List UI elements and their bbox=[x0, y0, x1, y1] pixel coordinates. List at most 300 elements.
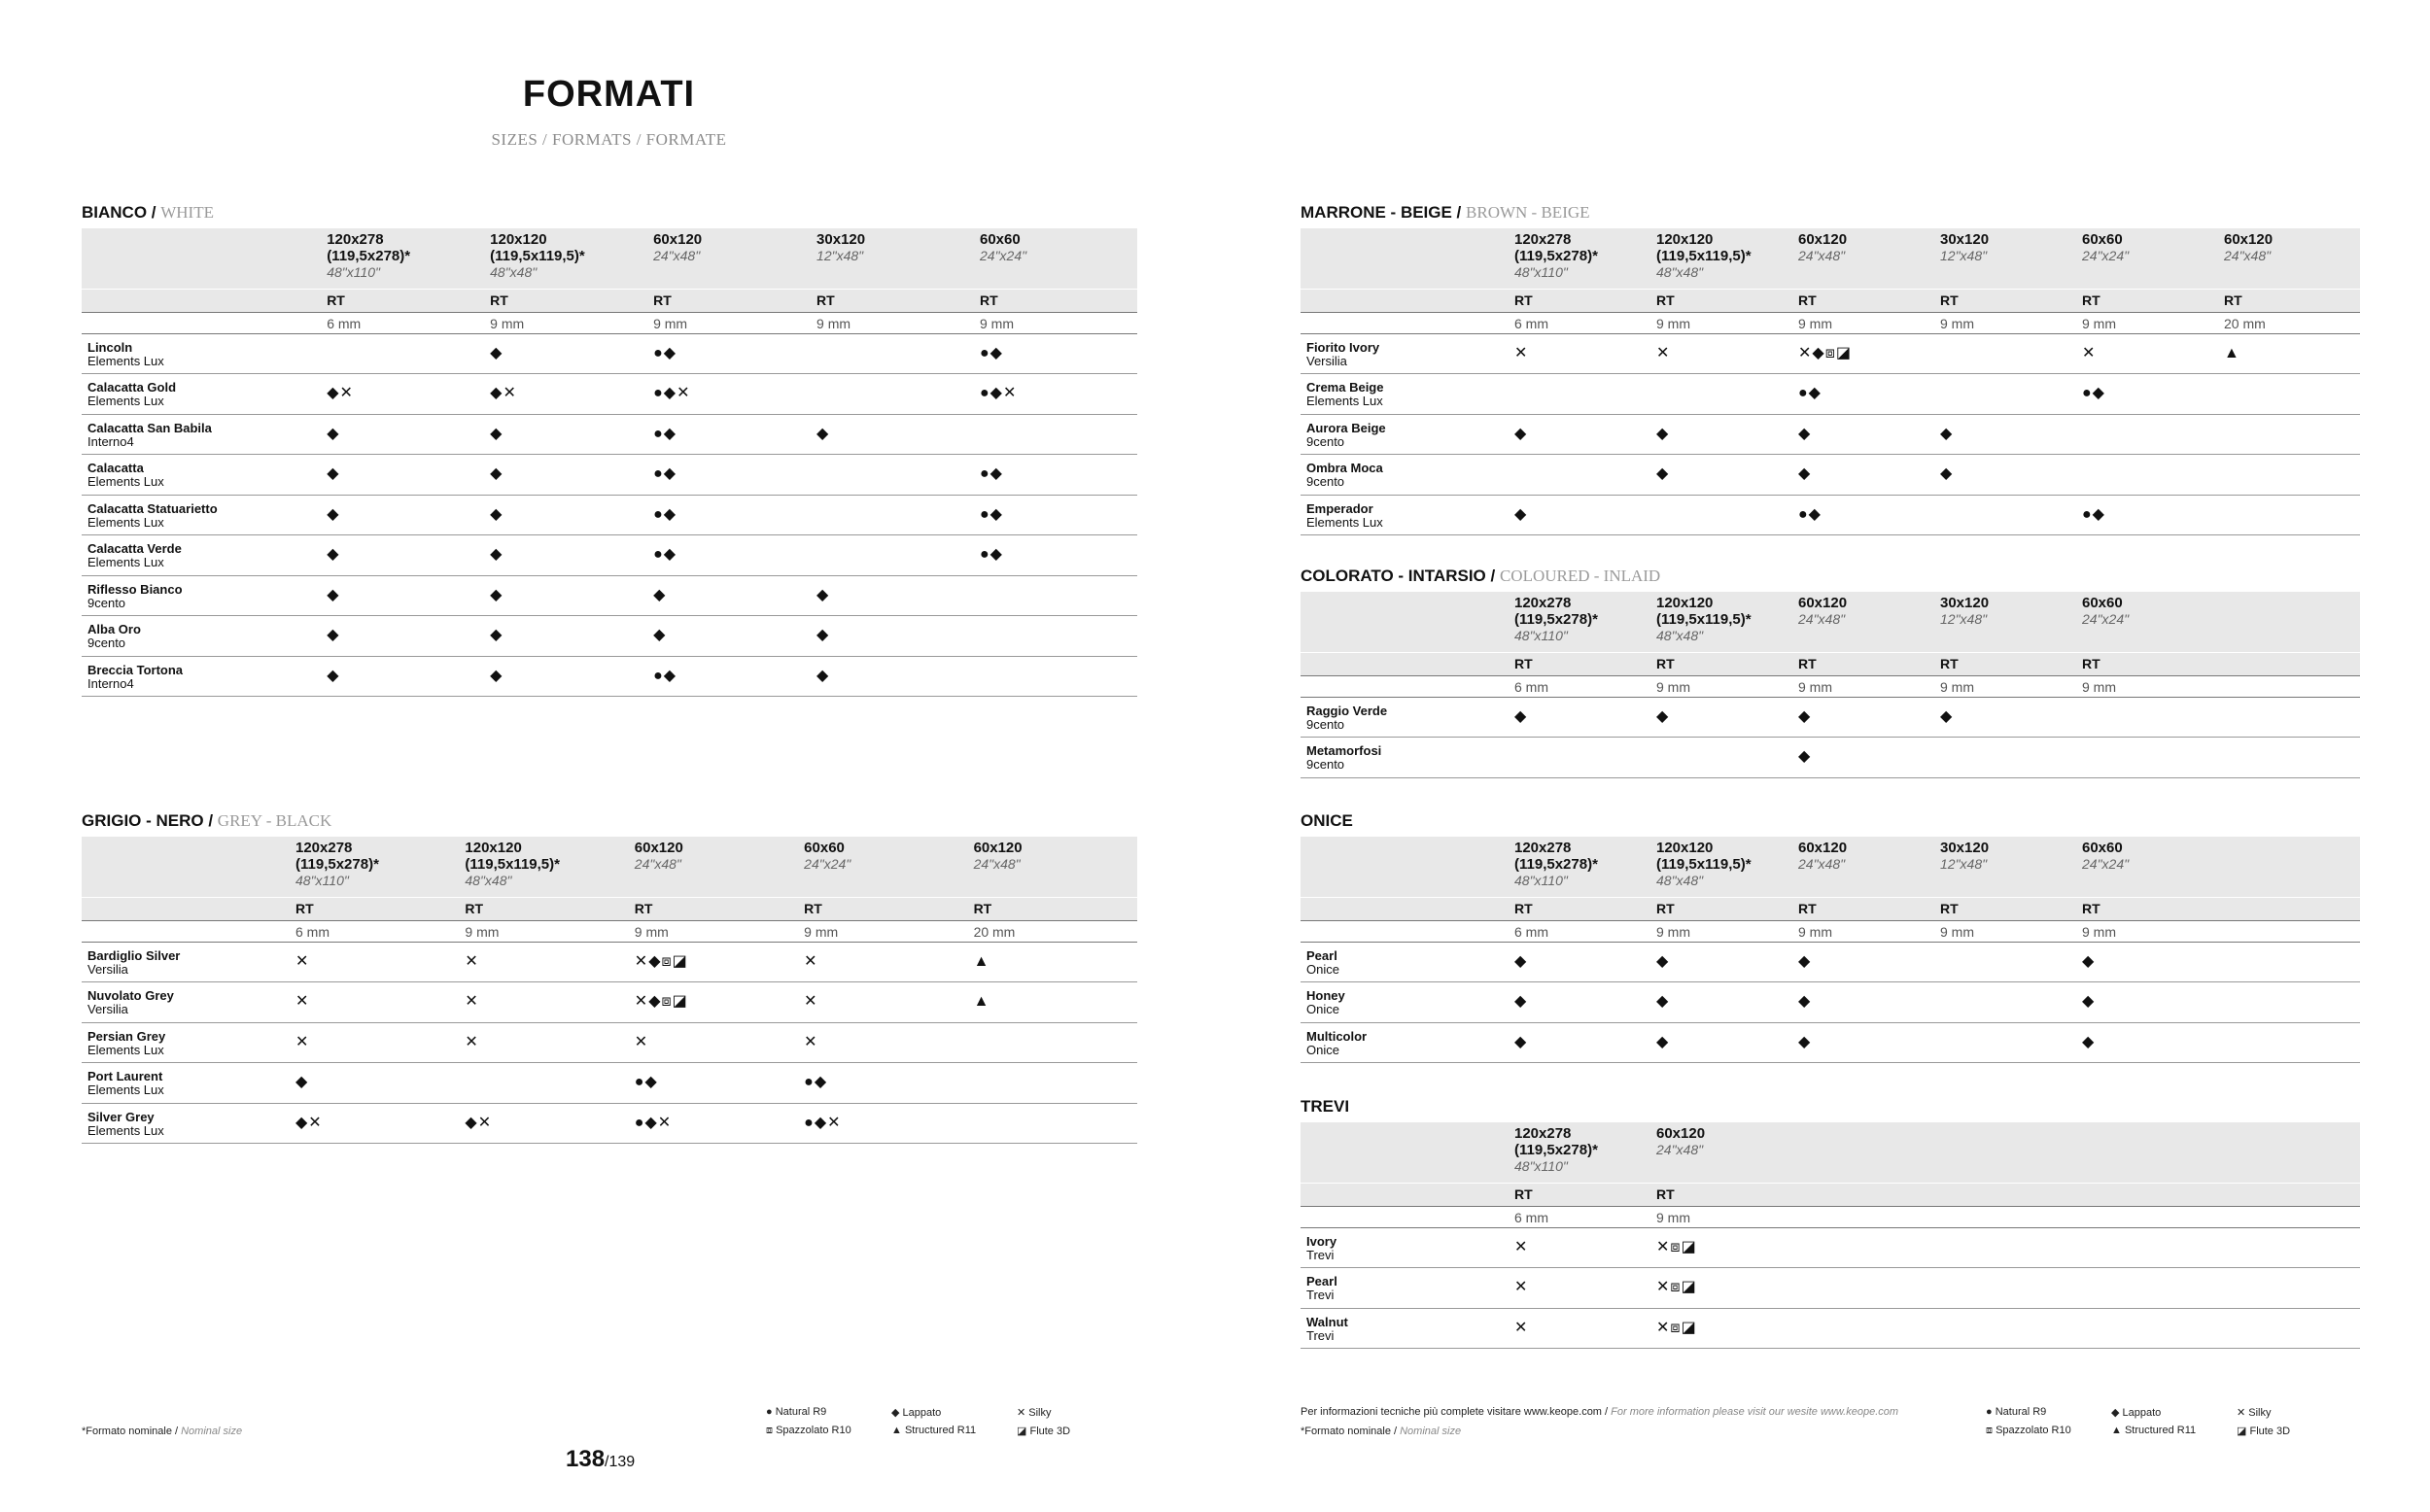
finish-cell: ◆ bbox=[647, 575, 811, 616]
header-size-cell bbox=[1792, 1122, 1934, 1183]
finish-cell: ◆ bbox=[321, 616, 484, 657]
finish-cell: ◆ bbox=[1792, 1022, 1934, 1063]
header-rt-row bbox=[1301, 652, 2360, 675]
table-row bbox=[82, 455, 1137, 496]
product-name: Port Laurent bbox=[87, 1069, 163, 1083]
table-row bbox=[1301, 414, 2360, 455]
footer-note-it-right: *Formato nominale / bbox=[1301, 1426, 1398, 1437]
header-rt-cell: RT bbox=[2076, 897, 2218, 920]
header-empty-cell bbox=[1301, 1206, 1509, 1227]
header-size-cell bbox=[321, 228, 484, 289]
header-size-row bbox=[1301, 592, 2360, 652]
table-row bbox=[1301, 495, 2360, 535]
header-rt-cell: RT bbox=[629, 897, 798, 920]
header-empty-cell bbox=[1301, 1183, 1509, 1206]
section-title bbox=[1301, 811, 2356, 837]
legend-symbol-icon: ● bbox=[766, 1406, 773, 1418]
product-collection: Versilia bbox=[87, 961, 128, 977]
finish-cell: ◆ bbox=[1509, 697, 1650, 738]
finish-cell: ●◆ bbox=[2076, 374, 2218, 415]
header-empty-cell bbox=[82, 289, 321, 312]
header-rt-cell: RT bbox=[1792, 897, 1934, 920]
product-cell bbox=[1301, 1268, 1509, 1309]
finish-cell: ◆ bbox=[1934, 455, 2076, 496]
finish-cell bbox=[1792, 1308, 1934, 1349]
header-size-cell bbox=[1934, 592, 2076, 652]
format-inches: 24"x48" bbox=[1798, 248, 1846, 263]
format-size: 60x120 bbox=[653, 231, 703, 248]
product-collection: 9cento bbox=[87, 636, 126, 650]
finish-cell: ◆ bbox=[321, 535, 484, 576]
finish-cell: ●◆✕ bbox=[798, 1103, 967, 1144]
header-size-cell bbox=[2076, 1122, 2218, 1183]
legend-item bbox=[2237, 1406, 2272, 1419]
finish-cell: ✕ bbox=[290, 1022, 459, 1063]
table-row bbox=[82, 495, 1137, 535]
legend-item bbox=[1017, 1406, 1052, 1419]
header-size-cell bbox=[1650, 228, 1792, 289]
header-rt-cell: RT bbox=[1650, 289, 1792, 312]
product-name: Bardiglio Silver bbox=[87, 947, 181, 963]
finish-cell: ●◆ bbox=[647, 495, 811, 535]
header-thickness-cell: 9 mm bbox=[1792, 675, 1934, 697]
format-size-nominal: (119,5x119,5)* bbox=[490, 248, 585, 264]
finish-cell: ◆ bbox=[811, 575, 974, 616]
header-thickness-cell: 6 mm bbox=[1509, 920, 1650, 942]
header-thickness-cell: 20 mm bbox=[968, 920, 1137, 942]
finish-cell: ◆ bbox=[321, 495, 484, 535]
product-cell bbox=[82, 575, 321, 616]
header-rt-cell: RT bbox=[484, 289, 647, 312]
header-empty-cell bbox=[82, 897, 290, 920]
format-size-nominal: (119,5x119,5)* bbox=[1656, 248, 1752, 264]
header-thickness-cell bbox=[2218, 920, 2360, 942]
product-collection: Onice bbox=[1306, 1002, 1339, 1016]
finish-cell: ◆✕ bbox=[459, 1103, 628, 1144]
product-name: Alba Oro bbox=[87, 622, 141, 636]
finish-cell: ●◆ bbox=[1792, 374, 1934, 415]
page-subtitle: SIZES / FORMATS / FORMATE bbox=[491, 130, 727, 149]
product-name: Honey bbox=[1306, 988, 1345, 1003]
legend-label: Lappato bbox=[2122, 1407, 2162, 1419]
format-inches: 24"x24" bbox=[2082, 856, 2130, 872]
legend-item bbox=[1986, 1425, 2071, 1437]
header-size-cell bbox=[974, 228, 1137, 289]
legend-symbol-icon: ◪ bbox=[2237, 1426, 2247, 1437]
format-size: 30x120 bbox=[1940, 231, 1990, 248]
format-inches: 48"x110" bbox=[1514, 873, 1568, 888]
header-thickness-cell: 9 mm bbox=[629, 920, 798, 942]
finish-cell: ●◆ bbox=[647, 333, 811, 374]
product-cell bbox=[82, 982, 290, 1023]
finish-cell: ◆ bbox=[1792, 697, 1934, 738]
finish-cell bbox=[2076, 697, 2218, 738]
finish-cell: ◆ bbox=[290, 1063, 459, 1104]
format-inches: 12"x48" bbox=[1940, 248, 1988, 263]
size-table bbox=[1301, 837, 2360, 1063]
legend-label: Natural R9 bbox=[1995, 1406, 2047, 1418]
product-cell bbox=[1301, 1022, 1509, 1063]
format-inches: 48"x110" bbox=[295, 873, 349, 888]
finish-cell: ◆ bbox=[1509, 414, 1650, 455]
finish-cell: ✕⧈◪ bbox=[1650, 1227, 1792, 1268]
header-size-cell bbox=[484, 228, 647, 289]
product-name: Pearl bbox=[1306, 947, 1337, 963]
finish-cell: ✕ bbox=[459, 1022, 628, 1063]
footer-info-right bbox=[1301, 1406, 1898, 1418]
legend-left bbox=[766, 1406, 1087, 1445]
size-table bbox=[1301, 592, 2360, 778]
table-row bbox=[82, 333, 1137, 374]
header-empty-cell bbox=[82, 920, 290, 942]
table-row bbox=[82, 656, 1137, 697]
format-size: 60x120 bbox=[1798, 231, 1848, 248]
header-empty-cell bbox=[82, 228, 321, 289]
finish-cell bbox=[1934, 374, 2076, 415]
section-title-sub: COLOURED - INLAID bbox=[1499, 567, 1661, 585]
table-row bbox=[1301, 1022, 2360, 1063]
finish-cell bbox=[811, 333, 974, 374]
header-rt-cell: RT bbox=[1509, 652, 1650, 675]
finish-cell: ✕ bbox=[1509, 1227, 1650, 1268]
header-thickness-row bbox=[1301, 675, 2360, 697]
finish-cell: ◆ bbox=[1792, 738, 1934, 778]
finish-cell bbox=[968, 1063, 1137, 1104]
finish-cell: ◆ bbox=[1934, 697, 2076, 738]
finish-cell bbox=[321, 333, 484, 374]
section-title bbox=[1301, 1097, 2356, 1122]
finish-cell bbox=[2076, 1308, 2218, 1349]
finish-cell bbox=[968, 1103, 1137, 1144]
product-cell bbox=[82, 942, 290, 982]
table-row bbox=[82, 1063, 1137, 1104]
finish-cell bbox=[1934, 1308, 2076, 1349]
legend-right bbox=[1986, 1406, 2307, 1445]
product-cell bbox=[1301, 374, 1509, 415]
finish-cell: ◆ bbox=[321, 575, 484, 616]
finish-cell: ◆ bbox=[484, 535, 647, 576]
format-size-nominal: (119,5x278)* bbox=[1514, 248, 1598, 264]
product-name: Raggio Verde bbox=[1306, 703, 1388, 718]
table-row bbox=[82, 942, 1137, 982]
footer-note-en-right: Nominal size bbox=[1400, 1426, 1462, 1437]
format-inches: 48"x48" bbox=[1656, 628, 1704, 643]
format-size: 120x278 bbox=[327, 231, 384, 248]
product-collection: Elements Lux bbox=[87, 514, 164, 530]
section-title-sub: BROWN - BEIGE bbox=[1466, 203, 1590, 222]
header-empty-cell bbox=[1301, 897, 1509, 920]
section-title-main: ONICE bbox=[1301, 811, 1353, 830]
header-thickness-cell: 9 mm bbox=[1650, 1206, 1792, 1227]
header-rt-cell bbox=[2218, 897, 2360, 920]
section-trevi bbox=[1301, 1097, 2356, 1349]
footer-note-en: Nominal size bbox=[181, 1426, 243, 1437]
header-size-cell bbox=[1509, 1122, 1650, 1183]
product-cell bbox=[82, 1063, 290, 1104]
finish-cell: ◆ bbox=[1650, 1022, 1792, 1063]
header-size-cell bbox=[1934, 1122, 2076, 1183]
header-size-row bbox=[1301, 1122, 2360, 1183]
legend-label: Structured R11 bbox=[904, 1425, 977, 1436]
format-size: 120x278 bbox=[295, 840, 353, 856]
finish-cell: ◆ bbox=[1650, 942, 1792, 982]
section-title-sub: WHITE bbox=[160, 203, 214, 222]
header-size-cell bbox=[968, 837, 1137, 897]
legend-label: Lappato bbox=[902, 1407, 942, 1419]
product-cell bbox=[82, 656, 321, 697]
product-collection: Elements Lux bbox=[87, 353, 164, 368]
product-cell bbox=[82, 374, 321, 415]
table-row bbox=[1301, 982, 2360, 1023]
finish-cell bbox=[2218, 1022, 2360, 1063]
product-name: Ombra Moca bbox=[1306, 461, 1383, 475]
header-rt-row bbox=[82, 897, 1137, 920]
section-bianco bbox=[82, 203, 1137, 697]
finish-cell bbox=[1650, 374, 1792, 415]
format-inches: 12"x48" bbox=[1940, 611, 1988, 627]
finish-cell bbox=[2218, 374, 2360, 415]
legend-item bbox=[891, 1425, 976, 1436]
finish-cell bbox=[1509, 455, 1650, 496]
header-thickness-cell: 6 mm bbox=[321, 312, 484, 333]
table-row bbox=[1301, 374, 2360, 415]
finish-cell bbox=[2076, 1268, 2218, 1309]
product-collection: Elements Lux bbox=[1306, 394, 1383, 408]
finish-cell bbox=[1650, 495, 1792, 535]
table-row bbox=[82, 616, 1137, 657]
format-inches: 24"x24" bbox=[2082, 611, 2130, 627]
finish-cell: ◆✕ bbox=[321, 374, 484, 415]
finish-cell: ✕⧈◪ bbox=[1650, 1268, 1792, 1309]
product-cell bbox=[82, 495, 321, 535]
finish-cell: ●◆ bbox=[974, 495, 1137, 535]
format-inches: 24"x24" bbox=[980, 248, 1027, 263]
finish-cell: ◆ bbox=[1650, 414, 1792, 455]
header-size-cell bbox=[1934, 228, 2076, 289]
table-row bbox=[82, 414, 1137, 455]
page-title: FORMATI bbox=[522, 74, 696, 115]
legend-symbol-icon: ◆ bbox=[2111, 1407, 2120, 1419]
header-empty-cell bbox=[82, 837, 290, 897]
header-size-cell bbox=[2218, 1122, 2360, 1183]
page-number-total: /139 bbox=[605, 1454, 636, 1470]
header-size-cell bbox=[2076, 592, 2218, 652]
table-row bbox=[82, 374, 1137, 415]
header-size-row bbox=[1301, 228, 2360, 289]
header-empty-cell bbox=[1301, 652, 1509, 675]
header-thickness-row bbox=[82, 920, 1137, 942]
product-cell bbox=[1301, 942, 1509, 982]
product-cell bbox=[1301, 738, 1509, 778]
product-collection: Onice bbox=[1306, 961, 1339, 977]
header-size-cell bbox=[1934, 837, 2076, 897]
finish-cell bbox=[2218, 495, 2360, 535]
product-name: Ivory bbox=[1306, 1233, 1337, 1249]
format-inches: 48"x110" bbox=[327, 264, 381, 280]
table-row bbox=[1301, 1268, 2360, 1309]
product-name: Calacatta Gold bbox=[87, 380, 177, 395]
header-thickness-cell: 9 mm bbox=[1792, 312, 1934, 333]
finish-cell: ◆ bbox=[1509, 1022, 1650, 1063]
finish-cell: ✕ bbox=[798, 1022, 967, 1063]
format-size: 60x60 bbox=[2082, 231, 2123, 248]
finish-cell: ◆ bbox=[1509, 495, 1650, 535]
finish-cell: ✕◆⧈◪ bbox=[629, 942, 798, 982]
legend-label: Spazzolato R10 bbox=[1996, 1425, 2071, 1436]
finish-cell: ✕ bbox=[290, 942, 459, 982]
finish-cell: ✕ bbox=[1509, 1268, 1650, 1309]
header-size-cell bbox=[2218, 837, 2360, 897]
format-inches: 24"x48" bbox=[1656, 1142, 1704, 1157]
legend-label: Silky bbox=[1028, 1407, 1052, 1419]
format-inches: 48"x48" bbox=[1656, 873, 1704, 888]
legend-symbol-icon: ▲ bbox=[2111, 1425, 2122, 1436]
table-row bbox=[1301, 1308, 2360, 1349]
product-collection: Elements Lux bbox=[87, 1122, 164, 1138]
finish-cell: ●◆ bbox=[974, 333, 1137, 374]
format-inches: 48"x48" bbox=[1656, 264, 1704, 280]
finish-cell: ◆ bbox=[1792, 982, 1934, 1023]
header-size-row bbox=[1301, 837, 2360, 897]
finish-cell: ◆ bbox=[811, 616, 974, 657]
product-cell bbox=[82, 616, 321, 657]
legend-symbol-icon: ✕ bbox=[1017, 1407, 1026, 1419]
product-collection: Interno4 bbox=[87, 433, 134, 449]
legend-item bbox=[1986, 1406, 2046, 1418]
product-collection: 9cento bbox=[1306, 433, 1345, 449]
header-size-cell bbox=[1792, 592, 1934, 652]
finish-cell bbox=[2218, 697, 2360, 738]
product-cell bbox=[1301, 1308, 1509, 1349]
header-size-cell bbox=[2218, 228, 2360, 289]
finish-cell: ◆ bbox=[2076, 942, 2218, 982]
product-collection: Elements Lux bbox=[87, 394, 164, 408]
finish-cell bbox=[1934, 1268, 2076, 1309]
header-thickness-cell: 20 mm bbox=[2218, 312, 2360, 333]
header-rt-cell: RT bbox=[459, 897, 628, 920]
product-name: Aurora Beige bbox=[1306, 420, 1386, 435]
header-thickness-cell: 6 mm bbox=[1509, 675, 1650, 697]
table-row bbox=[82, 575, 1137, 616]
product-cell bbox=[1301, 414, 1509, 455]
finish-cell bbox=[2076, 414, 2218, 455]
legend-symbol-icon: ▲ bbox=[891, 1425, 902, 1436]
format-size-nominal: (119,5x278)* bbox=[295, 856, 379, 873]
format-size-nominal: (119,5x119,5)* bbox=[465, 856, 560, 873]
format-size: 60x60 bbox=[804, 840, 845, 856]
header-rt-cell: RT bbox=[1934, 289, 2076, 312]
finish-cell: ▲ bbox=[2218, 333, 2360, 374]
legend-item bbox=[2237, 1425, 2290, 1437]
product-cell bbox=[82, 535, 321, 576]
finish-cell bbox=[2218, 1227, 2360, 1268]
product-cell bbox=[82, 333, 321, 374]
finish-cell: ●◆ bbox=[647, 535, 811, 576]
product-cell bbox=[1301, 697, 1509, 738]
header-size-cell bbox=[811, 228, 974, 289]
format-size: 120x278 bbox=[1514, 595, 1572, 611]
header-thickness-cell: 9 mm bbox=[974, 312, 1137, 333]
product-cell bbox=[1301, 333, 1509, 374]
header-thickness-cell: 9 mm bbox=[811, 312, 974, 333]
product-collection: 9cento bbox=[1306, 716, 1345, 732]
finish-cell: ◆ bbox=[484, 414, 647, 455]
format-size: 120x278 bbox=[1514, 840, 1572, 856]
header-size-cell bbox=[2076, 837, 2218, 897]
header-rt-cell: RT bbox=[1509, 897, 1650, 920]
finish-cell: ◆ bbox=[321, 455, 484, 496]
product-cell bbox=[82, 455, 321, 496]
header-rt-cell: RT bbox=[798, 897, 967, 920]
header-thickness-cell: 6 mm bbox=[290, 920, 459, 942]
product-name: Persian Grey bbox=[87, 1028, 166, 1044]
header-size-cell bbox=[1650, 592, 1792, 652]
header-empty-cell bbox=[1301, 228, 1509, 289]
finish-cell: ✕ bbox=[459, 982, 628, 1023]
product-collection: Elements Lux bbox=[87, 1042, 164, 1057]
product-name: Emperador bbox=[1306, 500, 1373, 516]
legend-symbol-icon: ◆ bbox=[891, 1407, 900, 1419]
finish-cell bbox=[1934, 495, 2076, 535]
product-collection: 9cento bbox=[1306, 474, 1345, 489]
footer-note-left bbox=[82, 1426, 242, 1437]
finish-cell bbox=[974, 414, 1137, 455]
footer-note-right bbox=[1301, 1426, 1461, 1437]
product-name: Calacatta San Babila bbox=[87, 420, 212, 435]
format-inches: 12"x48" bbox=[816, 248, 864, 263]
finish-cell bbox=[1792, 1268, 1934, 1309]
finish-cell bbox=[1934, 1227, 2076, 1268]
product-cell bbox=[1301, 982, 1509, 1023]
format-size-nominal: (119,5x278)* bbox=[1514, 1142, 1598, 1158]
finish-cell bbox=[459, 1063, 628, 1104]
header-rt-row bbox=[1301, 897, 2360, 920]
finish-cell: ◆✕ bbox=[290, 1103, 459, 1144]
product-name: Lincoln bbox=[87, 339, 133, 355]
header-rt-cell: RT bbox=[321, 289, 484, 312]
table-row bbox=[1301, 697, 2360, 738]
finish-cell bbox=[811, 374, 974, 415]
finish-cell: ●◆ bbox=[647, 656, 811, 697]
header-rt-cell: RT bbox=[1509, 1183, 1650, 1206]
header-thickness-cell: 9 mm bbox=[2076, 312, 2218, 333]
header-size-cell bbox=[1792, 228, 1934, 289]
section-title bbox=[82, 811, 1137, 837]
product-name: Calacatta Verde bbox=[87, 541, 182, 556]
section-title-main: MARRONE - BEIGE / bbox=[1301, 203, 1462, 222]
finish-cell: ◆ bbox=[484, 333, 647, 374]
finish-cell: ●◆✕ bbox=[974, 374, 1137, 415]
header-rt-cell bbox=[1934, 1183, 2076, 1206]
finish-cell: ✕ bbox=[290, 982, 459, 1023]
finish-cell bbox=[1650, 738, 1792, 778]
finish-cell: ◆ bbox=[321, 656, 484, 697]
product-name: Riflesso Bianco bbox=[87, 581, 183, 597]
product-name: Crema Beige bbox=[1306, 380, 1384, 395]
product-cell bbox=[82, 414, 321, 455]
header-rt-cell: RT bbox=[1792, 652, 1934, 675]
format-size: 120x120 bbox=[1656, 231, 1714, 248]
header-size-cell bbox=[629, 837, 798, 897]
format-inches: 24"x24" bbox=[804, 856, 851, 872]
header-rt-cell: RT bbox=[1650, 1183, 1792, 1206]
header-thickness-cell bbox=[1792, 1206, 1934, 1227]
header-size-cell bbox=[1650, 1122, 1792, 1183]
product-cell bbox=[1301, 455, 1509, 496]
product-collection: Trevi bbox=[1306, 1247, 1335, 1262]
finish-cell: ●◆✕ bbox=[647, 374, 811, 415]
finish-cell bbox=[811, 535, 974, 576]
